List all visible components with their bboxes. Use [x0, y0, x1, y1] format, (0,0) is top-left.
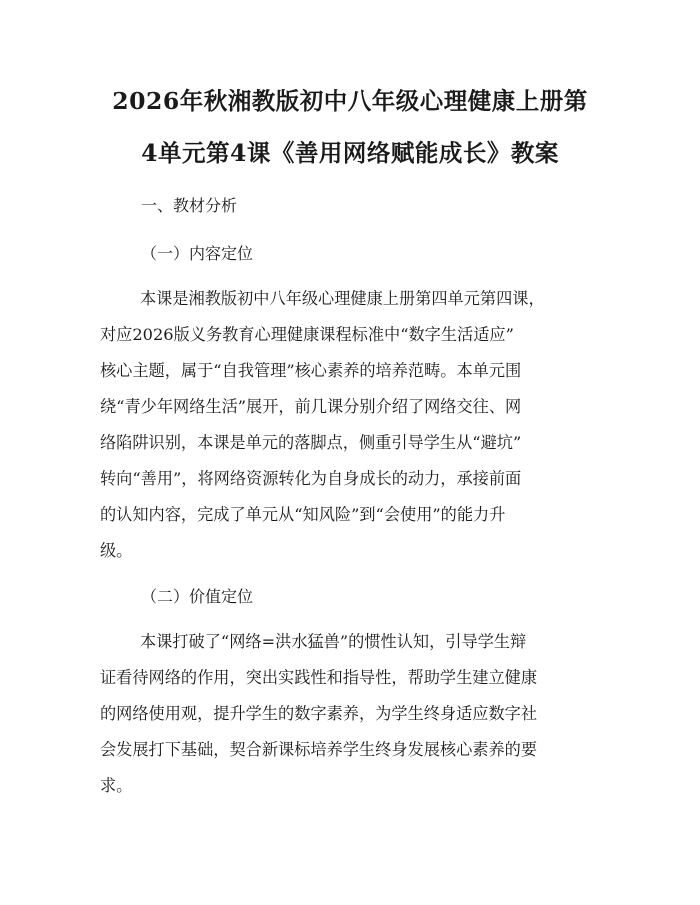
paragraph-line: 绕“青少年网络生活”展开，前几课分别介绍了网络交往、网	[100, 397, 522, 416]
paragraph-line: 络陷阱识别，本课是单元的落脚点，侧重引导学生从“避坑”	[100, 433, 522, 452]
paragraph-line: 级。	[100, 541, 133, 560]
paragraph-line: 对应2026版义务教育心理健康课程标准中“数字生活适应”	[100, 325, 514, 344]
paragraph-line: 的网络使用观，提升学生的数字素养，为学生终身适应数字社	[100, 704, 538, 723]
document-title-line-1: 2026年秋湘教版初中八年级心理健康上册第	[112, 87, 588, 115]
paragraph-line: 证看待网络的作用，突出实践性和指导性，帮助学生建立健康	[100, 668, 538, 687]
paragraph-line: 会发展打下基础，契合新课标培养学生终身发展核心素养的要	[100, 740, 538, 759]
paragraph-line: 核心主题，属于“自我管理”核心素养的培养范畴。本单元围	[100, 361, 522, 380]
subsection-heading-content-positioning: （一）内容定位	[141, 244, 254, 263]
paragraph-line: 求。	[100, 776, 133, 795]
paragraph-content-positioning	[100, 281, 602, 569]
paragraph-line: 本课是湘教版初中八年级心理健康上册第四单元第四课，	[140, 289, 545, 308]
paragraph-line: 的认知内容，完成了单元从“知风险”到“会使用”的能力升	[100, 505, 506, 524]
paragraph-value-positioning	[100, 624, 602, 804]
section-heading-textbook-analysis: 一、教材分析	[141, 196, 238, 215]
paragraph-line: 转向“善用”，将网络资源转化为自身成长的动力，承接前面	[100, 469, 522, 488]
paragraph-line: 本课打破了“网络=洪水猛兽”的惯性认知，引导学生辩	[140, 632, 527, 651]
subsection-heading-value-positioning: （二）价值定位	[141, 587, 254, 606]
document-title-line-2: 4单元第4课《善用网络赋能成长》教案	[141, 139, 559, 167]
